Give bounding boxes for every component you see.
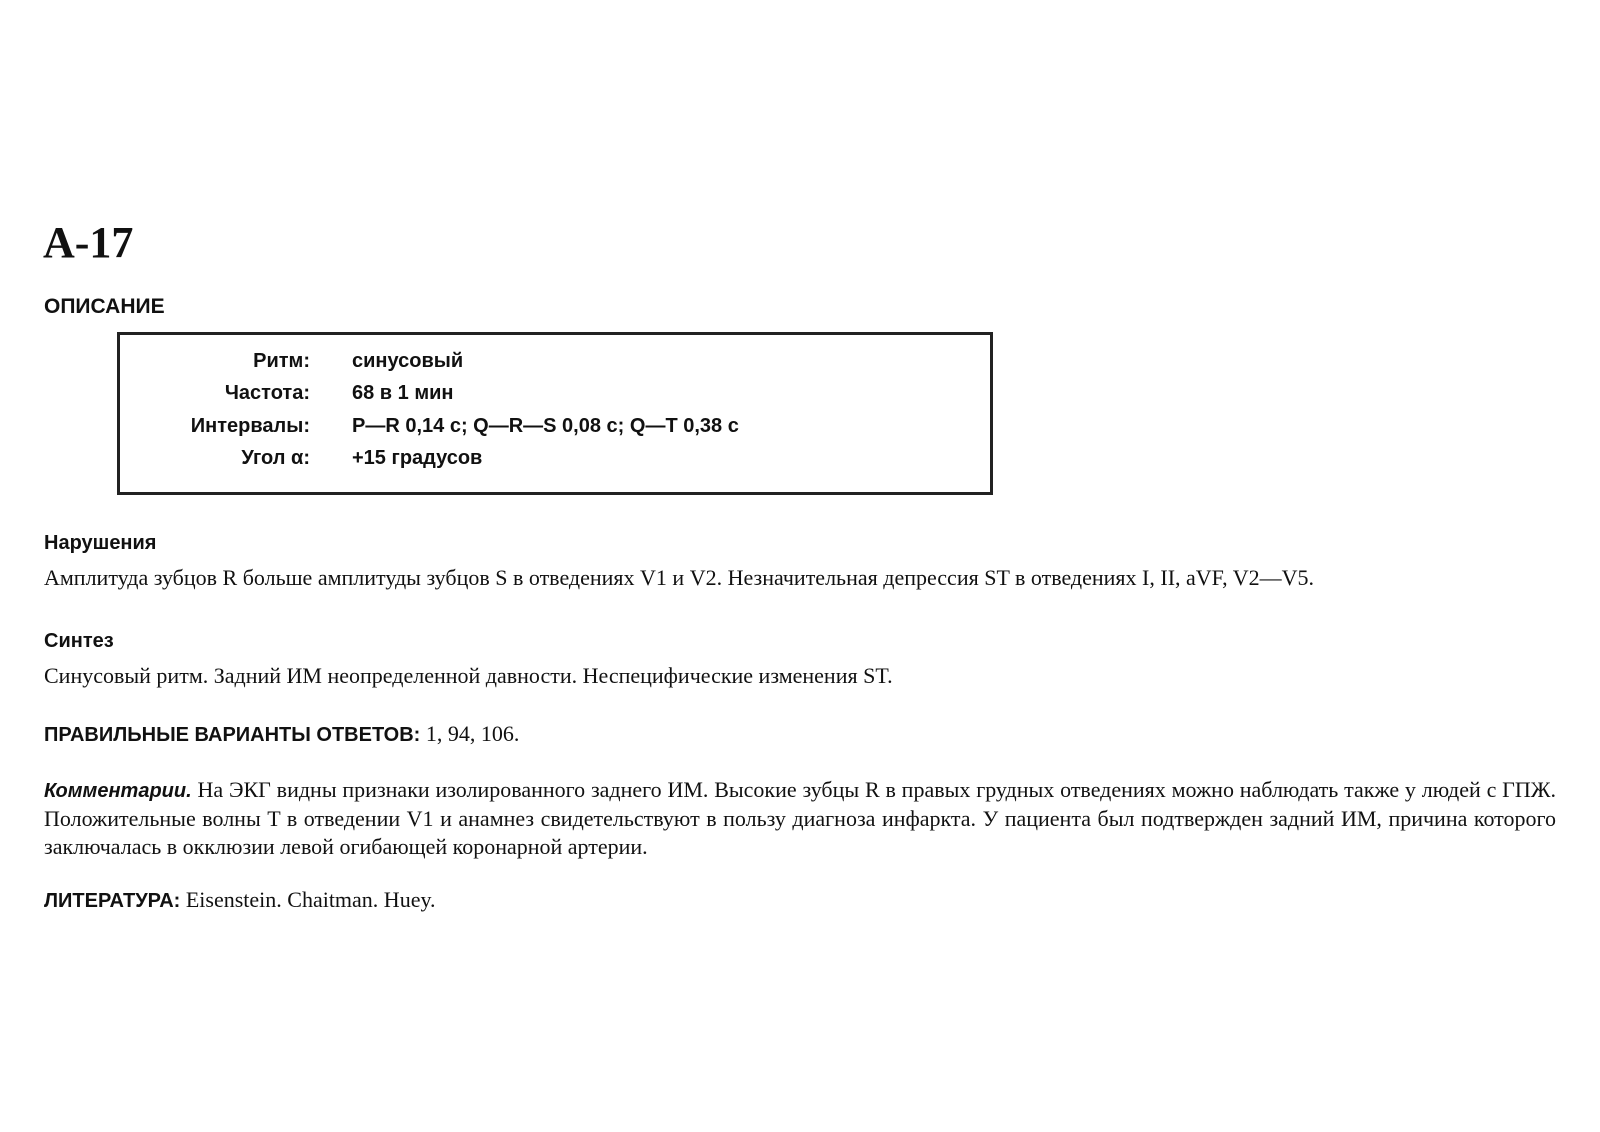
rhythm-value: синусовый — [352, 350, 464, 372]
literature-line — [44, 886, 1556, 915]
rate-label: Частота: — [224, 382, 310, 404]
literature-text: Eisenstein. Chaitman. Huey. — [185, 887, 436, 912]
description-heading: ОПИСАНИЕ — [44, 295, 165, 318]
description-row-axis — [120, 442, 990, 474]
violations-text: Амплитуда зубцов R больше амплитуды зубцов S в отведениях V1 и V2. Незначительная депрессия ST в отведениях I, II, aVF, V2—V5. — [44, 565, 1315, 590]
comments-text: На ЭКГ видны признаки изолированного заднего ИМ. Высокие зубцы R в правых грудных отведениях можно наблюдать также у людей с ГПЖ. Положительные волны T в отведении V1 и анамнез свидетельствуют в пользу диагноза инфаркта. У пациента был подтвержден задний ИМ, причина которого заключалась в окклюзии левой огибающей коронарной артерии. — [44, 777, 1556, 859]
intervals-label: Интервалы: — [190, 415, 310, 437]
intervals-value: P—R 0,14 с; Q—R—S 0,08 с; Q—T 0,38 с — [352, 415, 739, 437]
description-row-rhythm — [120, 345, 990, 377]
rate-value: 68 в 1 мин — [352, 382, 454, 404]
rhythm-label: Ритм: — [253, 350, 310, 372]
answers-heading: ПРАВИЛЬНЫЕ ВАРИАНТЫ ОТВЕТОВ: — [44, 724, 421, 746]
literature-heading: ЛИТЕРАТУРА: — [44, 890, 181, 912]
axis-label: Угол α: — [241, 447, 310, 469]
comments-label: Комментарии. — [44, 780, 192, 802]
violations-heading: Нарушения — [44, 532, 157, 554]
case-id-heading: А-17 — [43, 218, 134, 267]
synthesis-heading: Синтез — [44, 630, 114, 652]
answers-text: 1, 94, 106. — [425, 721, 520, 746]
description-row-intervals — [120, 410, 990, 442]
description-box — [117, 332, 993, 495]
comments-paragraph — [44, 776, 1556, 861]
synthesis-text: Синусовый ритм. Задний ИМ неопределенной давности. Неспецифические изменения ST. — [44, 663, 893, 688]
description-row-rate — [120, 377, 990, 409]
axis-value: +15 градусов — [352, 447, 483, 469]
answers-line — [44, 720, 1556, 749]
